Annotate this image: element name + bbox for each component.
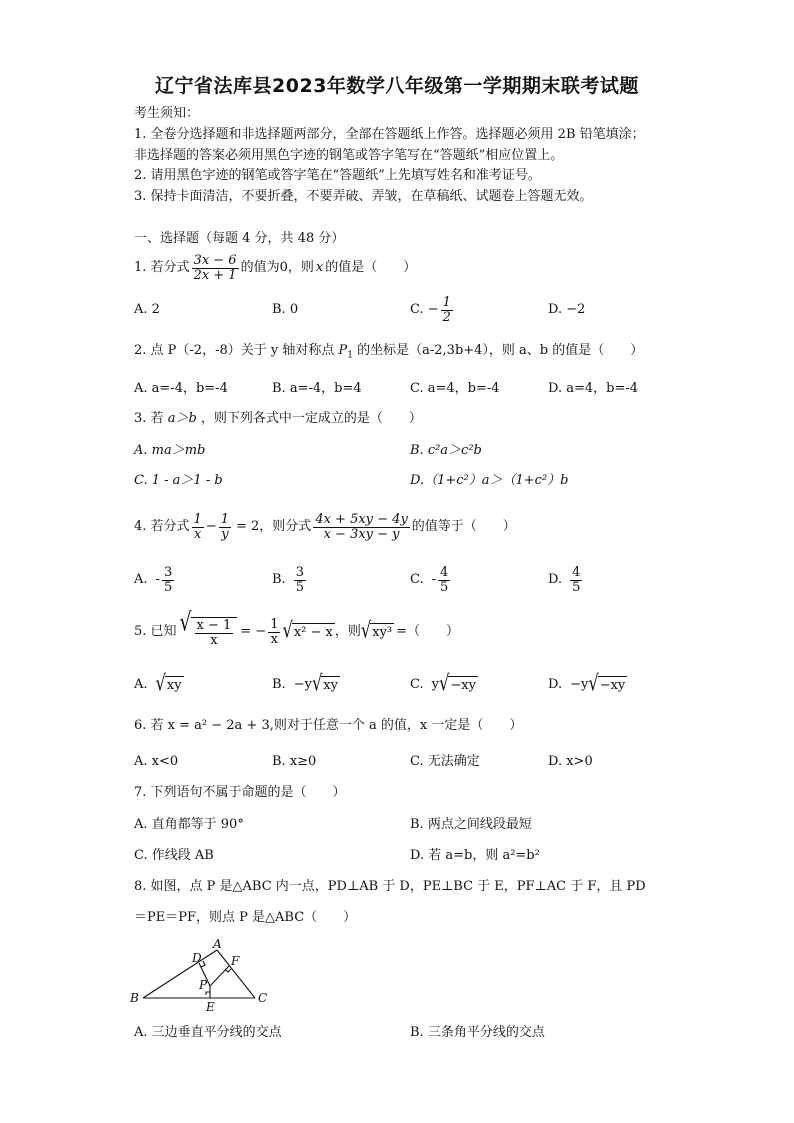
q7-option-a[interactable]: A. 直角都等于 90° [134,817,244,832]
q4-option-d-frac [570,566,582,594]
q4-option-c[interactable] [410,560,452,600]
q4-option-b-den: 5 [295,579,304,595]
label-p: P [199,978,208,992]
q5-option-b-radical [311,670,340,696]
q2-option-d[interactable]: D. a=4，b=-4 [548,381,639,396]
q1-mid: 的值为0，则 [240,260,314,275]
q4-option-c-label: C. [410,572,424,587]
q2-point: P [338,343,348,358]
notice-heading: 考生须知： [134,106,200,121]
q2-prefix: 2. 点 P（-2，-8）关于 y 轴对称点 [134,343,335,358]
q2-option-b[interactable]: B. a=-4，b=4 [272,381,362,396]
q4-frac-3 [313,513,409,541]
q4-option-d-den: 5 [572,579,581,595]
label-d: D [192,951,202,965]
q5-option-c-pre: y [431,677,439,692]
question-1 [134,250,416,286]
q5-option-a[interactable] [134,670,184,696]
q4-frac-1 [192,513,204,541]
q7-option-d[interactable]: D. 若 a=b，则 a²=b² [410,848,540,863]
q4-option-a-sign: - [155,572,160,587]
q5-radical-1-num: x − 1 [196,617,232,633]
q2-option-c[interactable]: C. a=4，b=-4 [410,381,500,396]
q5-radical-1-frac [195,619,234,647]
sqrt-icon: √ [311,670,323,696]
q4-frac-2 [219,513,231,541]
q1-suffix: 的值是（ ） [325,260,417,275]
q5-option-b-label: B. [272,677,286,692]
question-5 [134,608,460,652]
q4-option-b-num: 3 [295,564,304,580]
q8-option-a[interactable]: A. 三边垂直平分线的交点 [134,1025,282,1040]
q5-coef [268,618,280,646]
q5-radical-1-body [191,617,238,647]
q4-option-d[interactable] [548,560,584,600]
q5-option-a-radical [155,670,184,696]
q4-option-b[interactable] [272,560,308,600]
notice-item-3: 3. 保持卡面清洁，不要折叠，不要弄破、弄皱，在草稿纸、试题卷上答题无效。 [134,189,593,204]
q2-point-sub: 1 [347,350,353,361]
q7-option-c[interactable]: C. 作线段 AB [134,848,214,863]
q5-option-d[interactable] [548,670,627,696]
q1-frac-num: 3x − 6 [193,252,237,268]
q5-option-c-rad: −xy [450,678,476,693]
q8-option-b[interactable]: B. 三条角平分线的交点 [410,1025,545,1040]
label-b: B [130,991,139,1005]
q4-option-b-frac [294,566,306,594]
q4-prefix: 4. 若分式 [134,519,190,534]
q5-option-a-label: A. [134,677,148,692]
q7-option-b[interactable]: B. 两点之间线段最短 [410,817,532,832]
question-7: 7. 下列语句不属于命题的是（ ） [134,785,346,800]
q3-option-d[interactable]: D.（1+c²）a＞（1+c²）b [410,473,569,488]
q5-radical-2-body: x² − x [293,625,333,640]
q4-eq: = 2，则分式 [236,519,312,534]
section-heading: 一、选择题（每题 4 分，共 48 分） [134,231,345,246]
sqrt-icon: √ [360,617,372,643]
q3-stem-b: ，则下列各式中一定成立的是（ ） [200,411,422,426]
right-angle-e [206,992,210,995]
question-6: 6. 若 x = a² − 2a + 3,则对于任意一个 a 的值，x 一定是（ ） [134,718,523,733]
q1-option-c-num: 1 [442,294,451,310]
q4-frac-1-num: 1 [193,511,202,527]
q3-stem-a: 3. 若 [134,411,164,426]
sqrt-icon: √ [282,617,293,643]
q4-minus: − [205,519,217,534]
q3-option-c[interactable]: C. 1 - a＞1 - b [134,473,223,488]
q4-option-c-num: 4 [440,564,449,580]
sqrt-icon: √ [155,670,166,696]
sqrt-icon: √ [588,670,599,696]
notice-item-1: 1. 全卷分选择题和非选择题两部分，全部在答题纸上作答。选择题必须用 2B 铅笔填涂； [134,127,645,142]
q1-option-c-label: C. − [410,302,439,317]
q6-option-a[interactable]: A. x<0 [134,754,179,769]
q6-option-c[interactable]: C. 无法确定 [410,754,480,769]
q4-option-a-den: 5 [163,579,173,595]
q5-option-d-radical [588,670,627,696]
q4-option-a-frac [162,566,174,594]
q4-option-b-label: B. [272,572,286,587]
q5-radical-1-den: x [210,632,218,648]
q5-coef-num: 1 [270,616,279,632]
q4-frac-3-num: 4x + 5xy − 4y [315,511,408,527]
q3-option-a[interactable]: A. ma＞mb [134,443,206,458]
q1-frac-den: 2x + 1 [193,267,237,283]
page-title: 辽宁省法库县2023年数学八年级第一学期期末联考试题 [155,75,639,97]
q4-frac-2-num: 1 [220,511,230,527]
q4-option-d-num: 4 [572,564,581,580]
q5-radical-3-body: xy³ [372,625,393,640]
question-4 [134,507,516,547]
q6-option-d[interactable]: D. x>0 [548,754,593,769]
label-f: F [231,954,240,968]
q3-option-b[interactable]: B. c²a＞c²b [410,443,482,458]
question-3 [134,411,422,427]
q5-radical-3 [360,617,394,643]
q1-fraction [192,254,239,282]
q4-frac-1-den: x [194,526,202,542]
q5-eq: = − [240,624,267,639]
q6-option-b[interactable]: B. x≥0 [272,754,317,769]
label-e: E [206,1000,215,1014]
q4-option-a-label: A. [134,572,148,587]
q4-option-d-label: D. [548,572,563,587]
q5-option-a-rad: xy [166,678,182,693]
q1-option-d[interactable]: D. −2 [548,302,586,317]
q1-option-c[interactable] [410,292,455,328]
q1-option-c-den: 2 [442,309,451,325]
notice-item-1b: 非选择题的答案必须用黑色字迹的钢笔或答字笔写在“答题纸”相应位置上。 [134,148,564,163]
q3-condition: a＞b [167,411,197,426]
triangle-figure [128,938,278,1016]
q5-option-d-rad: −xy [599,678,626,693]
label-a: A [213,938,222,951]
sqrt-icon: √ [438,670,450,696]
question-8-line-1: 8. 如图，点 P 是△ABC 内一点，PD⊥AB 于 D，PE⊥BC 于 E，PF⊥AC 于 F，且 PD [134,879,646,894]
q5-suffix: =（ ） [396,624,460,639]
q5-option-b-pre: −y [293,677,312,692]
q5-option-b-rad: xy [323,678,338,693]
q5-option-c-radical [438,670,478,696]
q4-option-a-num: 3 [163,564,173,580]
q2-suffix: 的坐标是（a-2,3b+4），则 a、b 的值是（ ） [357,343,644,358]
label-c: C [258,991,268,1005]
q4-option-a[interactable] [134,560,176,600]
sqrt-icon: √ [179,608,192,638]
q5-option-c[interactable] [410,670,478,696]
q5-option-d-label: D. [548,677,563,692]
q5-radical-1 [179,608,238,648]
q1-option-a[interactable]: A. 2 [134,302,160,317]
q5-option-c-label: C. [410,677,424,692]
q4-suffix: 的值等于（ ） [411,519,516,534]
q5-option-b[interactable] [272,670,340,696]
q1-var: x [315,260,324,275]
right-angle-f [225,969,231,972]
q4-frac-2-den: y [221,526,229,542]
q4-option-c-sign: - [431,572,437,587]
q5-option-d-pre: −y [570,677,589,692]
q4-option-c-den: 5 [440,579,449,595]
q1-option-c-frac [441,296,453,324]
q4-option-c-frac [438,566,450,594]
q1-option-b[interactable]: B. 0 [272,302,299,317]
q5-coef-den: x [270,631,278,647]
question-2 [134,343,643,364]
notice-item-2: 2. 请用黑色字迹的钢笔或答字笔在“答题纸”上先填写姓名和准考证号。 [134,168,541,183]
q1-prefix: 1. 若分式 [134,260,190,275]
q5-mid: ，则 [334,624,361,639]
segment-pf [210,966,229,986]
q4-frac-3-den: x − 3xy − y [323,526,400,542]
q5-radical-2 [282,617,334,643]
q5-prefix: 5. 已知 [134,624,177,639]
q2-option-a[interactable]: A. a=-4，b=-4 [134,381,228,396]
question-8-line-2: ＝PE＝PF，则点 P 是△ABC（ ） [134,910,357,925]
